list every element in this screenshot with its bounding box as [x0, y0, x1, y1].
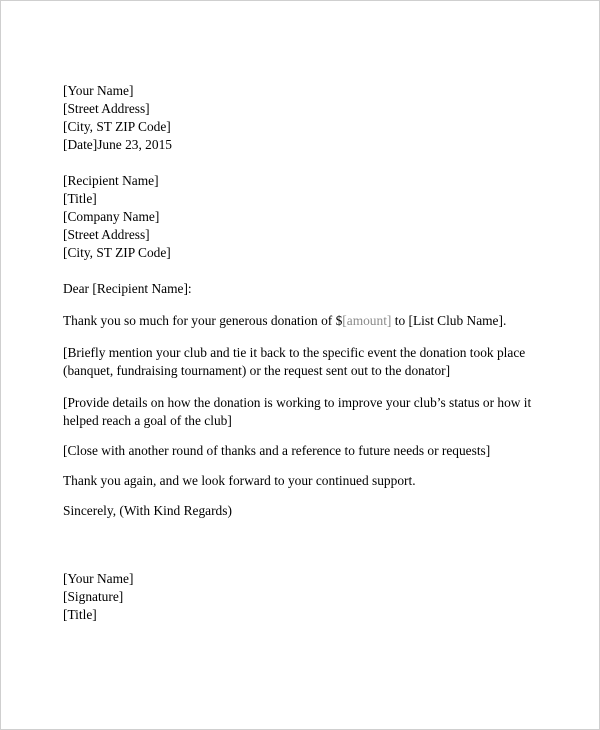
recipient-address-block — [63, 172, 563, 262]
salutation-text: Dear [Recipient Name]: — [63, 281, 192, 296]
paragraph-thank-you-again — [63, 472, 563, 490]
paragraph-donation-details — [63, 394, 563, 430]
signature-name: [Your Name] — [63, 571, 134, 586]
paragraph-donation-details-line-1: [Provide details on how the donation is working to improve your club’s status or how it — [63, 395, 532, 410]
signature-placeholder: [Signature] — [63, 589, 124, 604]
closing-text: Sincerely, (With Kind Regards) — [63, 503, 232, 518]
letter-content — [63, 82, 563, 624]
recipient-city: [City, ST ZIP Code] — [63, 245, 171, 260]
sender-name: [Your Name] — [63, 83, 134, 98]
paragraph-close — [63, 442, 563, 460]
recipient-street: [Street Address] — [63, 227, 150, 242]
sender-address-block — [63, 82, 563, 154]
date-label: [Date] — [63, 137, 98, 152]
paragraph-club-event-line-2: (banquet, fundraising tournament) or the request sent out to the donator] — [63, 363, 451, 378]
paragraph-close-text: [Close with another round of thanks and a reference to future needs or requests] — [63, 443, 491, 458]
closing — [63, 502, 563, 520]
sender-city: [City, ST ZIP Code] — [63, 119, 171, 134]
letter-date — [63, 136, 563, 154]
paragraph-thanks — [63, 312, 563, 330]
signature-block — [63, 570, 563, 624]
salutation — [63, 280, 563, 298]
recipient-title: [Title] — [63, 191, 97, 206]
thanks-text-after: to [List Club Name]. — [391, 313, 507, 328]
paragraph-club-event-line-1: [Briefly mention your club and tie it back to the specific event the donation took place — [63, 345, 526, 360]
paragraph-donation-details-line-2: helped reach a goal of the club] — [63, 413, 232, 428]
sender-street: [Street Address] — [63, 101, 150, 116]
amount-placeholder: [amount] — [342, 313, 392, 328]
thanks-text-before: Thank you so much for your generous donation of $ — [63, 313, 343, 328]
recipient-name: [Recipient Name] — [63, 173, 159, 188]
paragraph-thanks-line — [63, 312, 563, 330]
paragraph-thank-you-again-text: Thank you again, and we look forward to your continued support. — [63, 473, 416, 488]
paragraph-club-event — [63, 344, 563, 380]
date-value: June 23, 2015 — [97, 137, 172, 152]
recipient-company: [Company Name] — [63, 209, 160, 224]
signature-title: [Title] — [63, 607, 97, 622]
